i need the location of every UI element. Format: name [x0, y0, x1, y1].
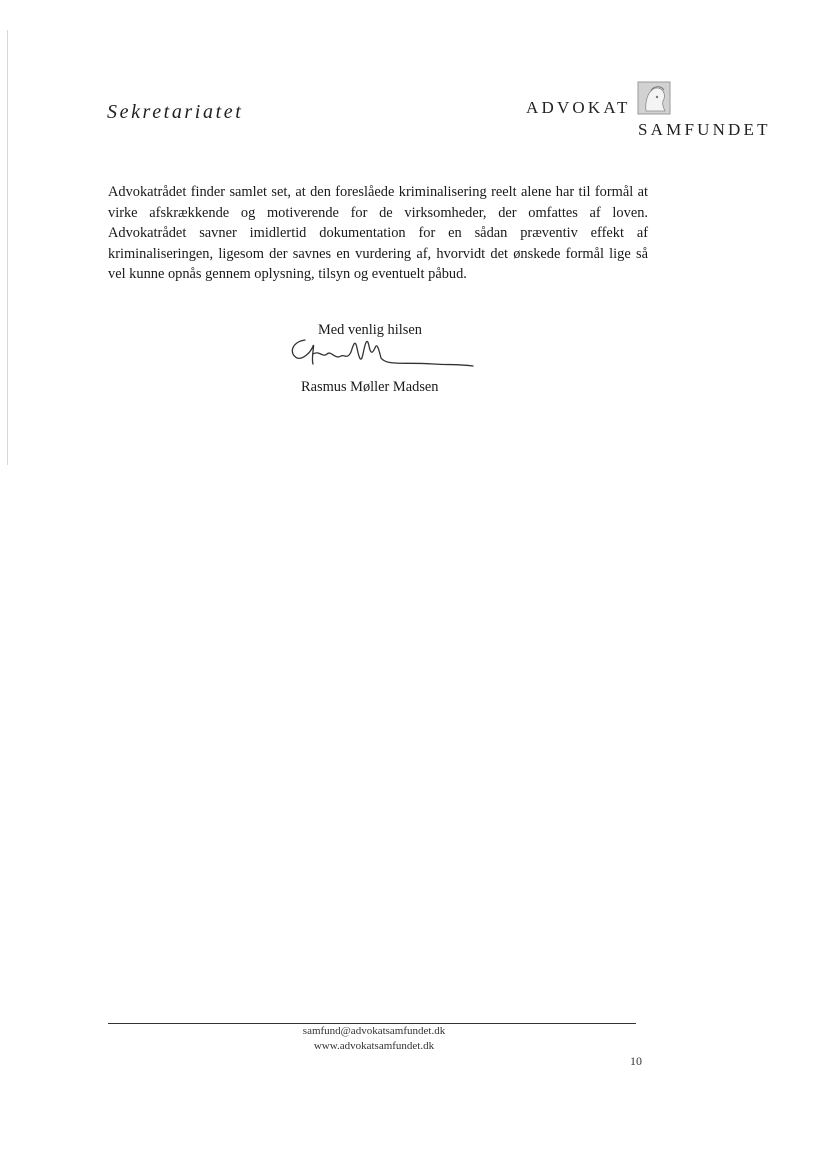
handwritten-signature — [283, 332, 483, 382]
closing-greeting: Med venlig hilsen — [318, 322, 422, 338]
scan-edge-line — [7, 30, 8, 465]
department-heading: Sekretariatet — [107, 101, 244, 123]
footer-divider — [108, 1023, 636, 1024]
logo-text-samfundet: SAMFUNDET — [638, 120, 771, 139]
logo-text-advokat: ADVOKAT — [526, 98, 631, 117]
footer-website: www.advokatsamfundet.dk — [313, 1040, 435, 1052]
footer-email: samfund@advokatsamfundet.dk — [302, 1025, 446, 1037]
body-paragraph: Advokatrådet finder samlet set, at den foreslåede kriminalisering reelt alene har til formål at virke afskrækkende og motiverende for de virksomheder, der omfattes af loven. Advokatrådet savner imidlertid dokumentation for en sådan præventiv effekt af kriminaliseringen, ligesom der savnes en vurdering af, hvorvidt det ønskede formål lige så vel kunne opnås gennem oplysning, tilsyn og eventuelt påbud. — [108, 184, 648, 283]
signer-name: Rasmus Møller Madsen — [301, 379, 439, 395]
page-number: 10 — [630, 1054, 642, 1068]
helmeted-head-emblem-icon — [637, 81, 671, 115]
